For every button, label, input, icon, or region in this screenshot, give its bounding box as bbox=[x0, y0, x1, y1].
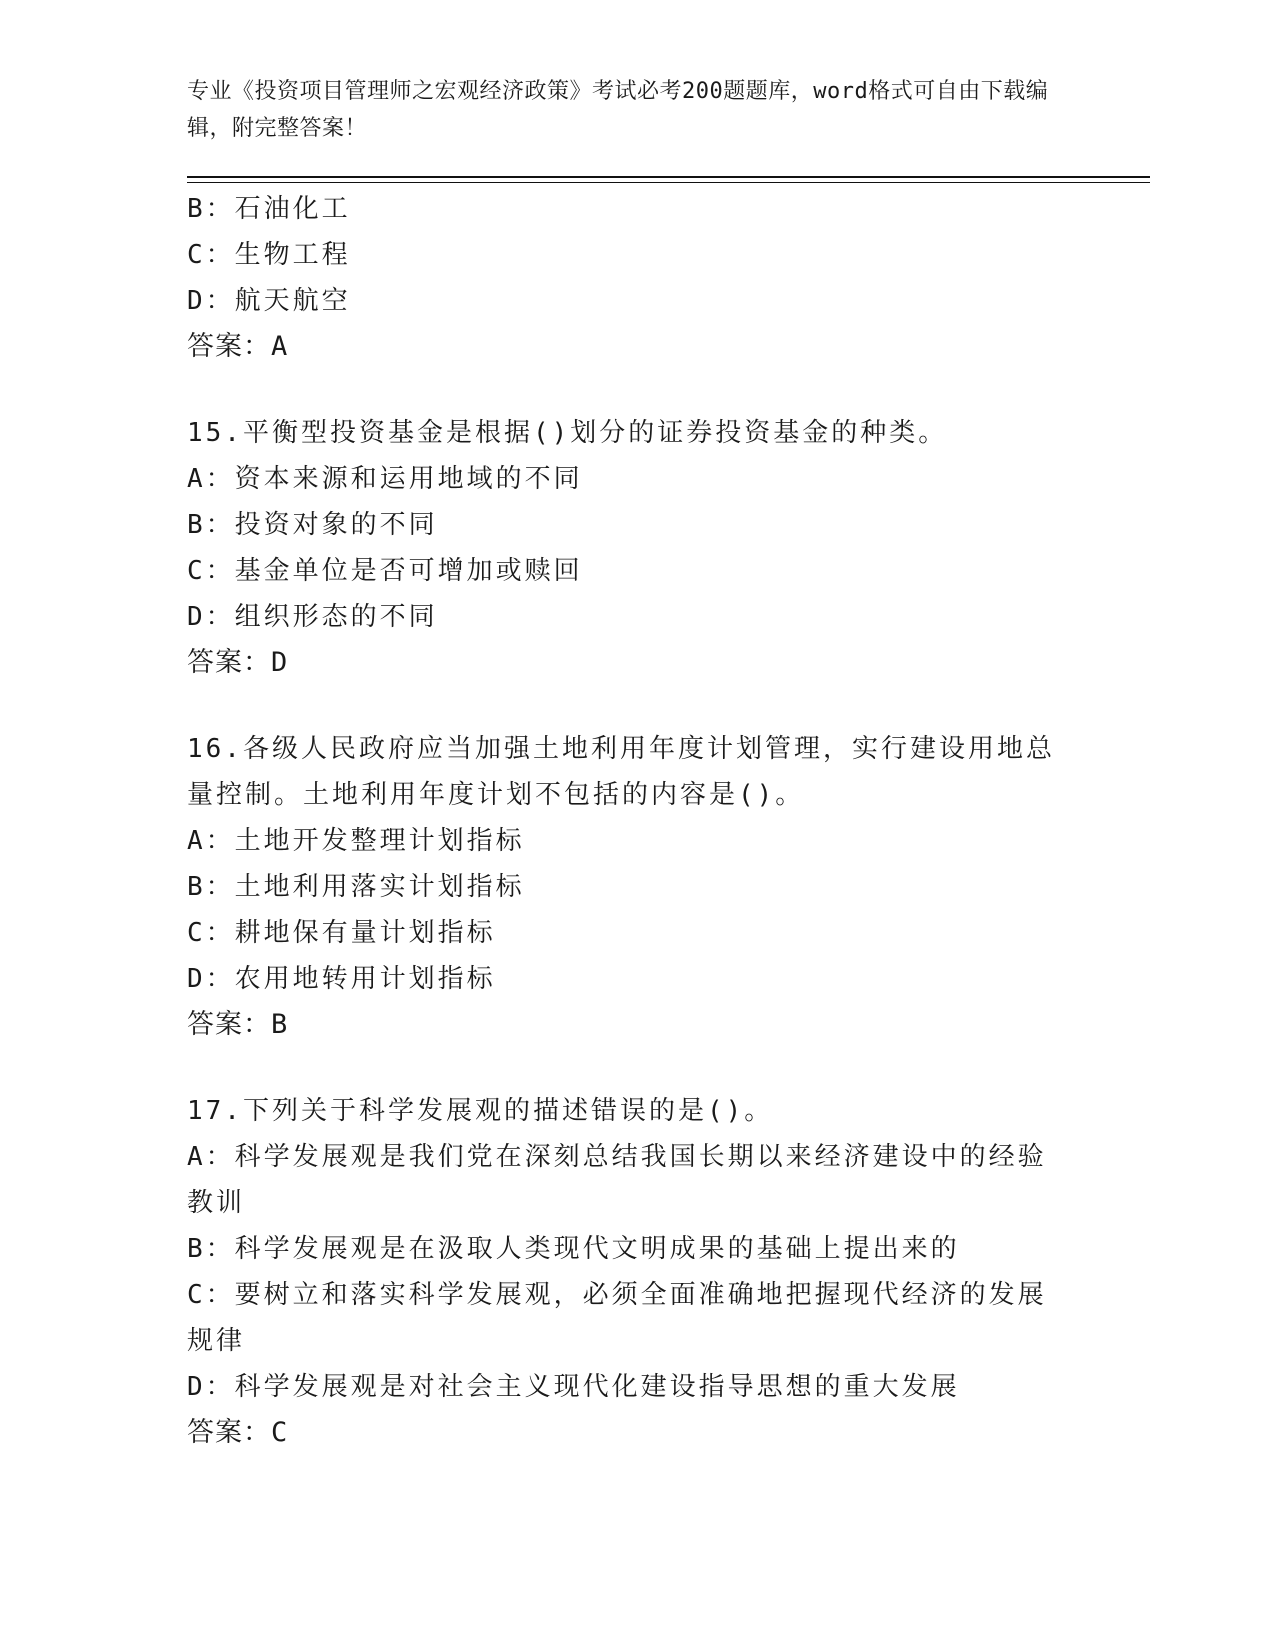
document-header: 专业《投资项目管理师之宏观经济政策》考试必考200题题库，word格式可自由下载编辑，附完整答案！ bbox=[187, 79, 1049, 141]
spacer bbox=[187, 686, 1067, 726]
answer-line: 答案：A bbox=[187, 331, 289, 362]
header-rule-thick bbox=[187, 176, 1150, 178]
option-b: B：石油化工 bbox=[187, 194, 351, 224]
header-rule-thin bbox=[187, 182, 1150, 183]
option-a: A：土地开发整理计划指标 bbox=[187, 826, 525, 856]
option-b: B：土地利用落实计划指标 bbox=[187, 872, 525, 902]
option-d: D：组织形态的不同 bbox=[187, 602, 438, 632]
option-c: C：基金单位是否可增加或赎回 bbox=[187, 556, 583, 586]
spacer bbox=[187, 1048, 1067, 1088]
question-list bbox=[187, 186, 1067, 1456]
question-15 bbox=[187, 410, 1067, 686]
option-c: C：耕地保有量计划指标 bbox=[187, 918, 496, 948]
option-d: D：航天航空 bbox=[187, 286, 351, 316]
option-c: C：要树立和落实科学发展观，必须全面准确地把握现代经济的发展规律 bbox=[187, 1280, 1047, 1356]
option-a: A：科学发展观是我们党在深刻总结我国长期以来经济建设中的经验教训 bbox=[187, 1142, 1047, 1218]
question-stem: 17.下列关于科学发展观的描述错误的是()。 bbox=[187, 1096, 774, 1126]
option-b: B：科学发展观是在汲取人类现代文明成果的基础上提出来的 bbox=[187, 1234, 960, 1264]
question-17 bbox=[187, 1088, 1067, 1456]
option-c: C：生物工程 bbox=[187, 240, 351, 270]
partial-question bbox=[187, 186, 1067, 370]
answer-line: 答案：D bbox=[187, 647, 289, 678]
question-stem: 15.平衡型投资基金是根据()划分的证券投资基金的种类。 bbox=[187, 418, 948, 448]
option-d: D：农用地转用计划指标 bbox=[187, 964, 496, 994]
option-d: D：科学发展观是对社会主义现代化建设指导思想的重大发展 bbox=[187, 1372, 960, 1402]
answer-line: 答案：C bbox=[187, 1417, 289, 1448]
answer-line: 答案：B bbox=[187, 1009, 289, 1040]
option-b: B：投资对象的不同 bbox=[187, 510, 438, 540]
spacer bbox=[187, 370, 1067, 410]
question-16 bbox=[187, 726, 1067, 1048]
question-stem: 16.各级人民政府应当加强土地利用年度计划管理，实行建设用地总量控制。土地利用年度计划不包括的内容是()。 bbox=[187, 734, 1055, 810]
option-a: A：资本来源和运用地域的不同 bbox=[187, 464, 583, 494]
